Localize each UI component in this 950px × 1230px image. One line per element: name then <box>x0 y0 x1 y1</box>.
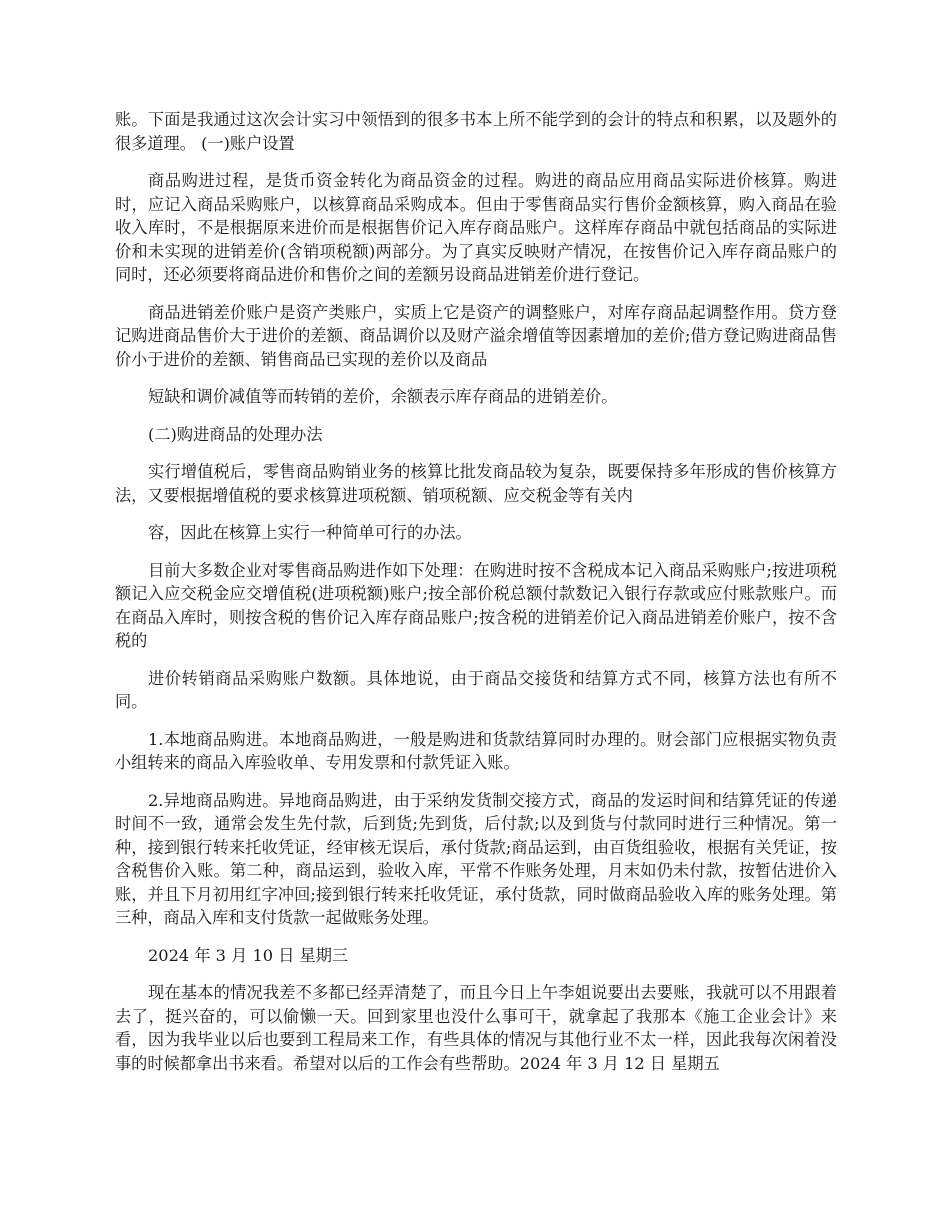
paragraph-vat-intro: 实行增值税后，零售商品购销业务的核算比批发商品较为复杂，既要保持多年形成的售价核算方法，又要根据增值税的要求核算进项税额、销项税额、应交税金等有关内 <box>115 462 837 505</box>
paragraph-diary-entry: 现在基本的情况我差不多都已经弄清楚了，而且今日上午李姐说要出去要账，我就可以不用跟着去了，挺兴奋的，可以偷懒一天。回到家里也没什么事可干，就拿起了我那本《施工企业会计》来看，因为我毕业以后也要到工程局来工作，有些具体的情况与其他行业不太一样，因此我每次闲着没事的时候都拿出书来看。希望对以后的工作会有些帮助。2024 年 3 月 12 日 星期五 <box>115 983 837 1073</box>
paragraph-remote-purchase: 2.异地商品购进。异地商品购进，由于采纳发货制交接方式，商品的发运时间和结算凭证的传递时间不一致，通常会发生先付款，后到货;先到货，后付款;以及到货与付款同时进行三种情况。第一种，接到银行转来托收凭证，经审核无误后，承付货款;商品运到，由百货组验收，根据有关凭证，按含税售价入账。第二种，商品运到，验收入库，平常不作账务处理，月末如仍未付款，按暂估进价入账，并且下月初用红字冲回;接到银行转来托收凭证，承付货款，同时做商品验收入库的账务处理。第三种，商品入库和支付货款一起做账务处理。 <box>115 790 837 927</box>
paragraph-cost-transfer: 进价转销商品采购账户数额。具体地说，由于商品交接货和结算方式不同，核算方法也有所不同。 <box>115 668 837 711</box>
paragraph-price-difference-account: 商品进销差价账户是资产类账户，实质上它是资产的调整账户，对库存商品起调整作用。贷方登记购进商品售价大于进价的差额、商品调价以及财产溢余增值等因素增加的差价;借方登记购进商品售价小于进价的差额、销售商品已实现的差价以及商品 <box>115 302 837 369</box>
paragraph-retail-processing: 目前大多数企业对零售商品购进作如下处理：在购进时按不含税成本记入商品采购账户;按进项税额记入应交税金应交增值税(进项税额)账户;按全部价税总额付款数记入银行存款或应付账款账户。而在商品入库时，则按含税的售价记入库存商品账户;按含税的进销差价记入商品进销差价账户，按不含税的 <box>115 560 837 650</box>
document-body <box>115 108 837 1089</box>
paragraph-intro: 账。下面是我通过这次会计实习中领悟到的很多书本上所不能学到的会计的特点和积累，以及题外的很多道理。 (一)账户设置 <box>115 110 837 153</box>
paragraph-vat-method: 容，因此在核算上实行一种简单可行的办法。 <box>148 523 472 542</box>
paragraph-local-purchase: 1.本地商品购进。本地商品购进，一般是购进和货款结算同时办理的。财会部门应根据实物负责小组转来的商品入库验收单、专用发票和付款凭证入账。 <box>115 729 837 772</box>
paragraph-price-difference-balance: 短缺和调价减值等而转销的差价，余额表示库存商品的进销差价。 <box>148 387 618 406</box>
section-heading-purchase-handling: (二)购进商品的处理办法 <box>148 424 323 444</box>
paragraph-purchase-process: 商品购进过程，是货币资金转化为商品资金的过程。购进的商品应用商品实际进价核算。购进时，应记入商品采购账户，以核算商品采购成本。但由于零售商品实行售价金额核算，购入商品在验收入库时，不是根据原来进价而是根据售价记入库存商品账户。这样库存商品中就包括商品的实际进价和未实现的进销差价(含销项税额)两部分。为了真实反映财产情况，在按售价记入库存商品账户的同时，还必须要将商品进价和售价之间的差额另设商品进销差价进行登记。 <box>115 171 837 284</box>
diary-date: 2024 年 3 月 10 日 星期三 <box>148 945 349 965</box>
